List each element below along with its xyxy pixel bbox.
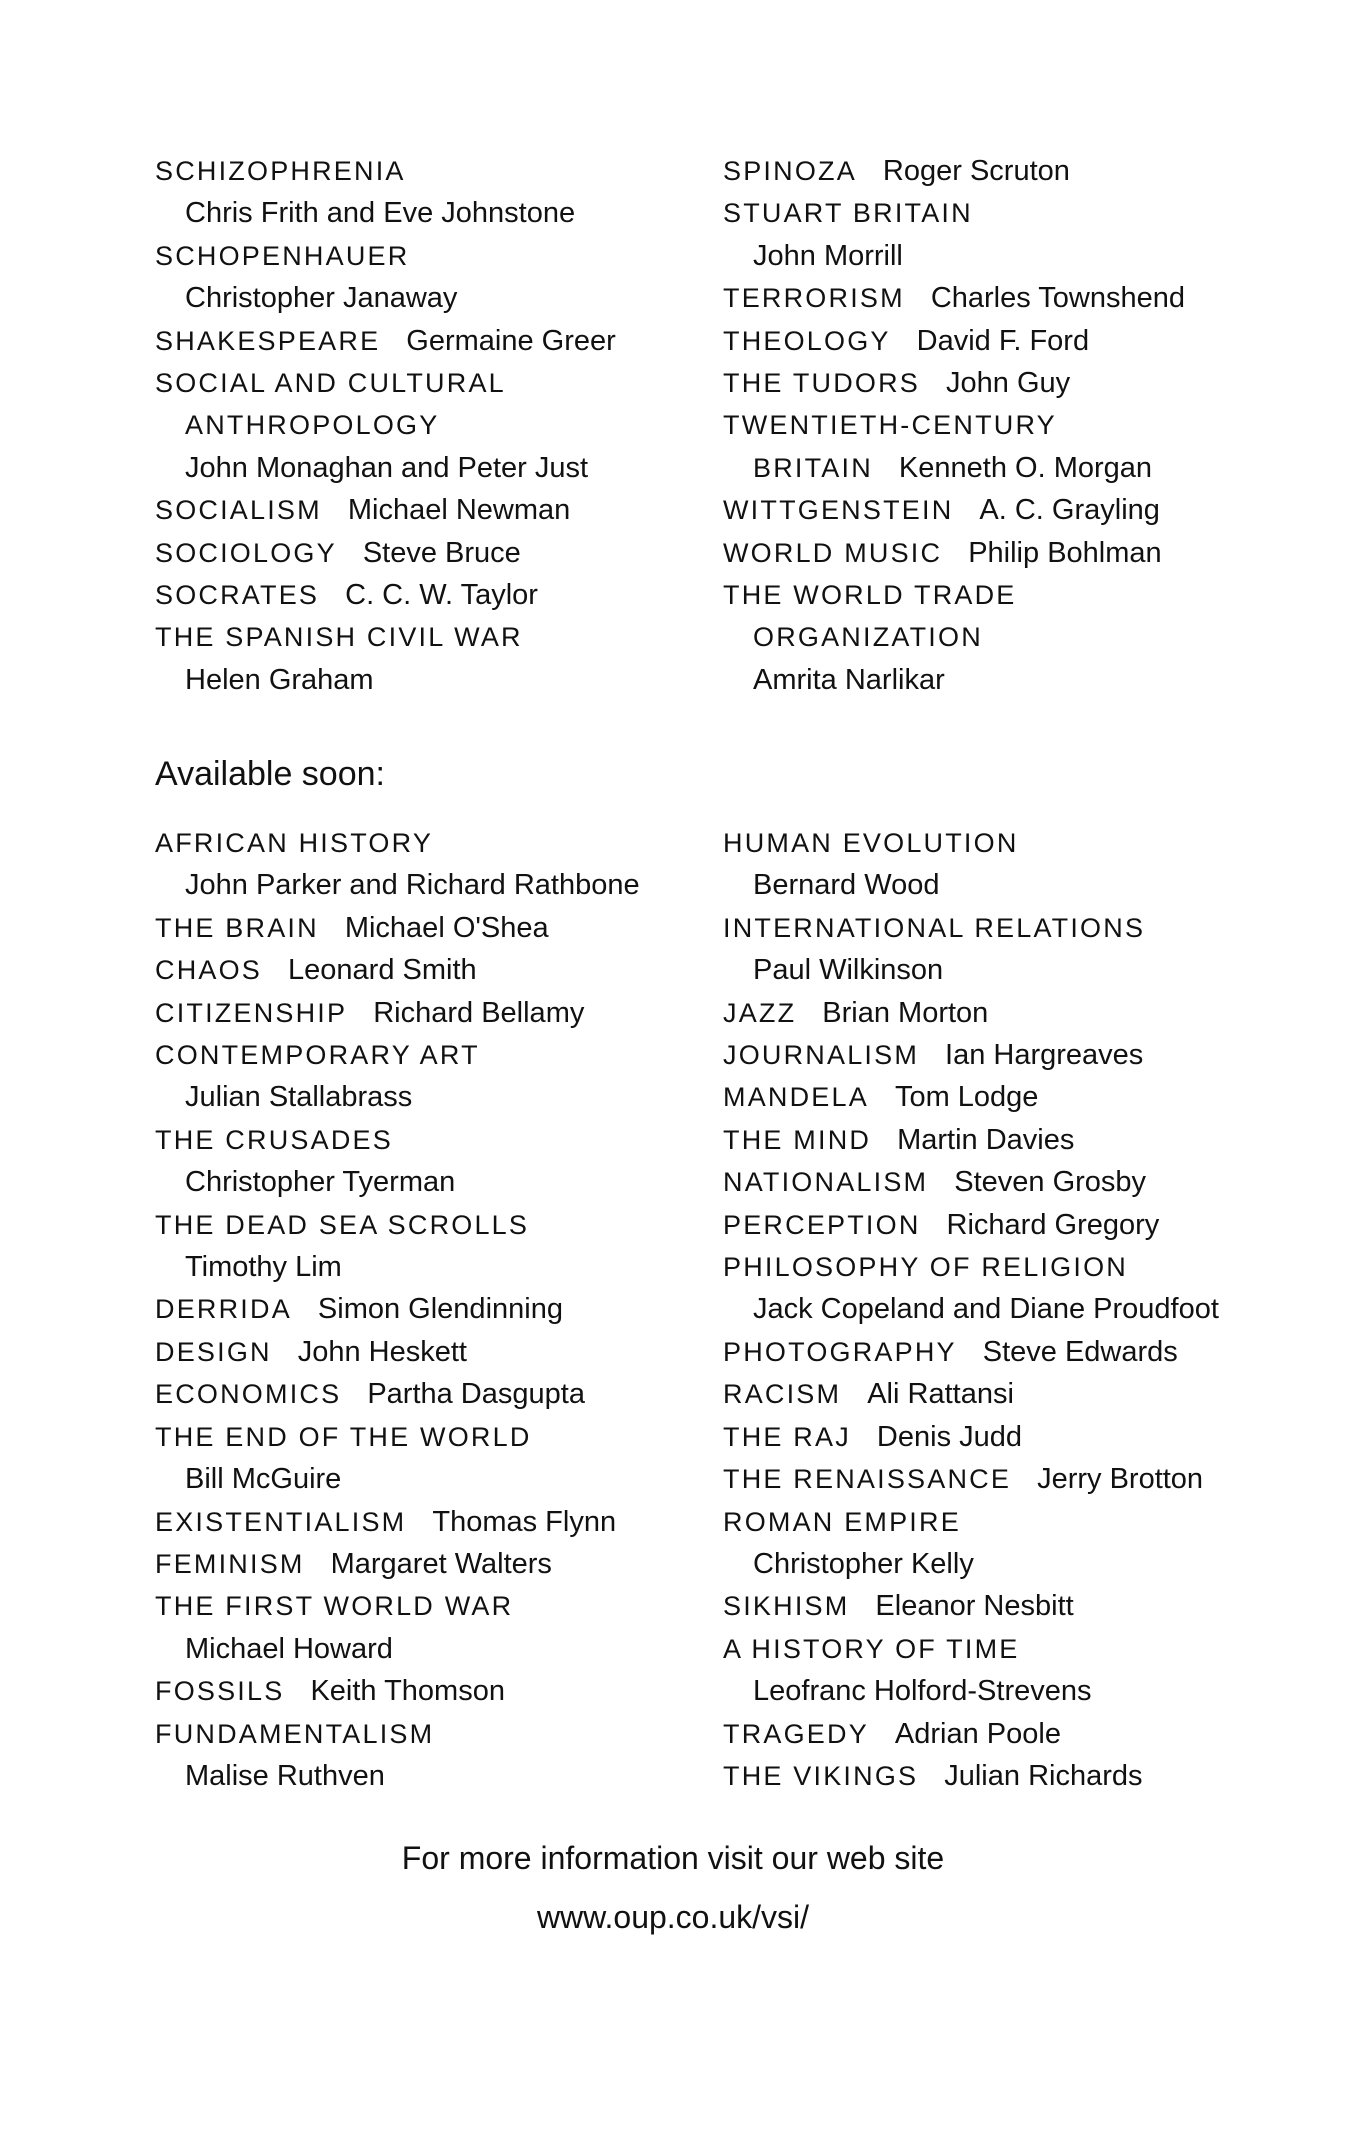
book-title: FEMINISM [155, 1548, 305, 1579]
book-entry-line [155, 1204, 695, 1246]
book-title: SPINOZA [723, 156, 857, 186]
book-entry [723, 1034, 1263, 1076]
book-entry [155, 489, 695, 531]
book-title: SCHOPENHAUER [155, 240, 410, 271]
book-entry [723, 1331, 1263, 1373]
book-entry [155, 150, 695, 235]
book-entry [155, 1373, 695, 1415]
book-entry-line [723, 489, 1263, 531]
book-title: THEOLOGY [723, 325, 891, 356]
book-entry-line [723, 1331, 1263, 1373]
book-entry-line [155, 616, 695, 658]
book-author: John Guy [946, 367, 1071, 400]
book-entry [723, 1755, 1263, 1797]
book-entry [723, 1246, 1263, 1331]
soon-list-left [155, 822, 695, 1797]
book-title: CONTEMPORARY ART [155, 1040, 480, 1071]
book-title: A HISTORY OF TIME [723, 1633, 1020, 1664]
book-entry [155, 822, 695, 907]
book-entry-line [723, 192, 1263, 234]
book-entry-line [155, 992, 695, 1034]
book-entry-line [723, 1246, 1263, 1288]
book-entry-line [155, 320, 695, 362]
book-entry [155, 1670, 695, 1712]
book-title: THE MIND [723, 1124, 872, 1155]
book-author: Germaine Greer [406, 324, 616, 357]
book-author: Leofranc Holford-Strevens [753, 1675, 1092, 1708]
book-title: SOCRATES [155, 580, 320, 611]
book-entry-line [155, 1585, 695, 1627]
book-author: Julian Stallabrass [185, 1081, 413, 1114]
book-entry-line [155, 532, 695, 574]
book-title: CITIZENSHIP [155, 997, 348, 1028]
book-entry-line [723, 1416, 1263, 1458]
book-author: Christopher Tyerman [185, 1166, 456, 1199]
book-author: Ali Rattansi [867, 1378, 1014, 1411]
book-title: SHAKESPEARE [155, 325, 381, 356]
book-entry-line [723, 150, 1263, 192]
soon-list-right [723, 822, 1263, 1797]
book-title: CHAOS [155, 955, 263, 986]
book-entry [723, 532, 1263, 574]
book-title: THE RENAISSANCE [723, 1464, 1012, 1495]
book-author: Bill McGuire [185, 1463, 342, 1496]
book-title: THE FIRST WORLD WAR [155, 1591, 514, 1622]
book-entry [723, 1119, 1263, 1161]
book-entry [155, 235, 695, 320]
book-author: Kenneth O. Morgan [898, 451, 1153, 484]
book-entry-line [723, 907, 1263, 949]
book-author: Chris Frith and Eve Johnstone [185, 197, 576, 230]
book-title: THE DEAD SEA SCROLLS [155, 1209, 530, 1240]
book-author: Keith Thomson [310, 1675, 505, 1708]
book-title: THE SPANISH CIVIL WAR [155, 622, 523, 653]
book-entry [155, 1585, 695, 1670]
book-entry [155, 574, 695, 616]
book-entry-line [723, 822, 1263, 864]
book-entry [155, 1416, 695, 1501]
book-entry [723, 1501, 1263, 1586]
book-title: NATIONALISM [723, 1167, 929, 1198]
book-title: WORLD MUSIC [723, 537, 943, 568]
book-entry-line [155, 1416, 695, 1458]
book-title: STUART BRITAIN [723, 198, 973, 229]
book-entry [723, 1373, 1263, 1415]
book-author: Helen Graham [185, 663, 374, 696]
book-title: THE WORLD TRADE [723, 580, 1017, 611]
book-author: Partha Dasgupta [367, 1378, 585, 1411]
book-entry-line [155, 235, 695, 277]
book-author: John Morrill [753, 239, 903, 272]
top-list-left [155, 150, 695, 701]
book-author: John Heskett [297, 1335, 467, 1368]
book-entry-line [723, 362, 1263, 404]
book-title: JAZZ [723, 997, 797, 1028]
book-author: Jack Copeland and Diane Proudfoot [753, 1293, 1219, 1326]
book-title: THE BRAIN [155, 912, 319, 943]
book-entry-line [723, 992, 1263, 1034]
book-entry [155, 1331, 695, 1373]
book-title: THE VIKINGS [723, 1760, 919, 1791]
book-author: Eleanor Nesbitt [875, 1590, 1074, 1623]
book-title: DESIGN [155, 1336, 272, 1367]
book-entry-line [723, 1585, 1263, 1627]
book-entry-line [723, 532, 1263, 574]
book-entry-line [723, 320, 1263, 362]
book-entry [723, 574, 1263, 701]
book-author: Simon Glendinning [317, 1293, 563, 1326]
book-entry [155, 1501, 695, 1543]
book-author: Steven Grosby [954, 1166, 1147, 1199]
book-author: Ian Hargreaves [945, 1039, 1144, 1072]
book-entry [723, 1161, 1263, 1203]
book-entry-line [155, 1670, 695, 1712]
book-author: Richard Gregory [946, 1208, 1160, 1241]
book-entry [155, 1713, 695, 1798]
book-author: Michael Howard [185, 1632, 393, 1665]
book-entry [723, 489, 1263, 531]
book-entry [723, 362, 1263, 404]
book-title: ROMAN EMPIRE [723, 1506, 961, 1537]
book-author: Richard Bellamy [373, 996, 585, 1029]
book-title: MANDELA [723, 1082, 869, 1113]
book-author: John Parker and Richard Rathbone [185, 869, 640, 902]
book-author: Denis Judd [876, 1420, 1023, 1453]
book-title: THE END OF THE WORLD [155, 1421, 532, 1452]
book-title: WITTGENSTEIN [723, 495, 954, 526]
book-entry-line [723, 1755, 1263, 1797]
book-author: Bernard Wood [753, 869, 940, 902]
book-author: Leonard Smith [288, 954, 477, 987]
book-title: ANTHROPOLOGY [185, 410, 440, 441]
book-entry [155, 1119, 695, 1204]
book-entry-line [723, 1713, 1263, 1755]
book-entry [723, 822, 1263, 907]
book-entry [723, 1585, 1263, 1627]
book-entry-line [155, 1119, 695, 1161]
book-entry [723, 1204, 1263, 1246]
book-title: PHOTOGRAPHY [723, 1336, 957, 1367]
book-author: Philip Bohlman [968, 536, 1162, 569]
book-author: Julian Richards [944, 1759, 1143, 1792]
book-title: INTERNATIONAL RELATIONS [723, 912, 1146, 943]
book-title: JOURNALISM [723, 1040, 920, 1071]
book-entry [723, 1458, 1263, 1500]
book-author: Michael Newman [347, 494, 571, 527]
book-author: Charles Townshend [930, 282, 1185, 315]
book-entry-line [155, 1373, 695, 1415]
book-entry [723, 404, 1263, 489]
book-entry-line [723, 574, 1263, 616]
book-entry-line [723, 1628, 1263, 1670]
book-author: Adrian Poole [894, 1717, 1061, 1750]
book-entry-line [155, 907, 695, 949]
book-entry [155, 949, 695, 991]
book-title: SOCIAL AND CULTURAL [155, 368, 506, 399]
footer-info-text: For more information visit our web site [401, 1840, 945, 1876]
book-author: Amrita Narlikar [753, 663, 945, 696]
book-author: Brian Morton [822, 996, 989, 1029]
book-entry [723, 1076, 1263, 1118]
book-author: Christopher Janaway [185, 282, 458, 315]
book-entry [723, 277, 1263, 319]
book-entry-line [155, 150, 695, 192]
book-entry [155, 532, 695, 574]
book-entry [723, 992, 1263, 1034]
book-entry-line [155, 1501, 695, 1543]
book-entry-line [155, 404, 695, 446]
book-author: Tom Lodge [894, 1081, 1039, 1114]
book-author: Roger Scruton [882, 155, 1070, 187]
book-title: FUNDAMENTALISM [155, 1718, 435, 1749]
book-entry-line [155, 489, 695, 531]
book-title: BRITAIN [753, 452, 873, 483]
book-entry [155, 320, 695, 362]
book-entry-line [155, 362, 695, 404]
book-entry [155, 1034, 695, 1119]
book-entry-line [723, 1119, 1263, 1161]
book-title: AFRICAN HISTORY [155, 828, 434, 858]
book-entry-line [723, 1076, 1263, 1118]
book-entry-line [155, 1543, 695, 1585]
book-entry [723, 1416, 1263, 1458]
book-entry [723, 1713, 1263, 1755]
book-entry-line [155, 949, 695, 991]
available-soon-heading: Available soon: [155, 755, 385, 793]
book-title: PHILOSOPHY OF RELIGION [723, 1252, 1128, 1283]
book-title: DERRIDA [155, 1294, 292, 1325]
book-author: Margaret Walters [330, 1547, 552, 1580]
book-entry-line [723, 1373, 1263, 1415]
book-title: ORGANIZATION [753, 622, 983, 653]
book-entry [155, 907, 695, 949]
book-entry [723, 192, 1263, 277]
book-author: Christopher Kelly [753, 1547, 974, 1580]
book-entry-line [723, 1161, 1263, 1203]
book-entry [723, 320, 1263, 362]
book-title: HUMAN EVOLUTION [723, 828, 1019, 858]
book-entry-line [155, 574, 695, 616]
book-author: Malise Ruthven [185, 1759, 385, 1792]
book-entry-line [723, 277, 1263, 319]
book-entry-line [155, 822, 695, 864]
book-title: SCHIZOPHRENIA [155, 156, 406, 186]
book-entry-line [155, 1713, 695, 1755]
book-entry-line [723, 447, 1263, 489]
book-title: SOCIALISM [155, 495, 322, 526]
book-title: SOCIOLOGY [155, 537, 337, 568]
book-entry [155, 1204, 695, 1289]
book-author: Steve Bruce [362, 536, 521, 569]
book-author: Jerry Brotton [1037, 1463, 1204, 1496]
book-entry [723, 907, 1263, 992]
book-author: Paul Wilkinson [753, 954, 944, 987]
book-title: ECONOMICS [155, 1379, 342, 1410]
book-title: THE RAJ [723, 1421, 851, 1452]
book-author: Michael O'Shea [344, 911, 549, 944]
book-title: FOSSILS [155, 1676, 285, 1707]
top-list-right [723, 150, 1263, 701]
book-entry [155, 1288, 695, 1330]
book-entry [723, 1628, 1263, 1713]
book-entry [155, 1543, 695, 1585]
book-author: Steve Edwards [982, 1335, 1178, 1368]
book-title: THE CRUSADES [155, 1124, 393, 1155]
book-entry [723, 150, 1263, 192]
book-entry-line [723, 1204, 1263, 1246]
book-title: PERCEPTION [723, 1209, 921, 1240]
book-entry-line [155, 1288, 695, 1330]
book-author: John Monaghan and Peter Just [185, 451, 589, 484]
book-entry [155, 992, 695, 1034]
footer-website-link[interactable]: www.oup.co.uk/vsi/ [536, 1899, 810, 1935]
book-author: Thomas Flynn [432, 1505, 617, 1538]
book-entry-line [155, 1034, 695, 1076]
book-author: C. C. W. Taylor [345, 579, 538, 612]
book-entry-line [723, 404, 1263, 446]
book-title: THE TUDORS [723, 368, 921, 399]
book-entry-line [723, 1034, 1263, 1076]
book-entry-line [723, 1501, 1263, 1543]
book-author: David F. Ford [916, 324, 1090, 357]
book-entry-line [155, 1331, 695, 1373]
book-author: Timothy Lim [185, 1251, 342, 1284]
book-title: RACISM [723, 1379, 842, 1410]
book-entry [155, 362, 695, 489]
book-entry [155, 616, 695, 701]
book-author: A. C. Grayling [979, 494, 1160, 527]
book-title: TERRORISM [723, 283, 905, 314]
book-entry-line [723, 1458, 1263, 1500]
book-title: TRAGEDY [723, 1718, 869, 1749]
book-author: Martin Davies [897, 1123, 1075, 1156]
book-title: TWENTIETH-CENTURY [723, 410, 1057, 441]
book-entry-line [723, 616, 1263, 658]
book-title: SIKHISM [723, 1591, 850, 1622]
book-title: EXISTENTIALISM [155, 1506, 407, 1537]
